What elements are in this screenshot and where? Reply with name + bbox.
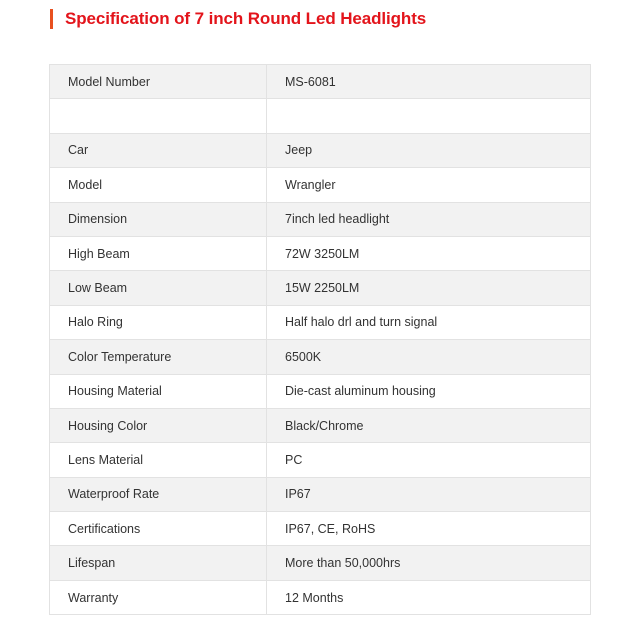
spec-value: Wrangler — [267, 168, 591, 202]
spec-value — [267, 99, 591, 133]
table-row — [50, 408, 591, 442]
table-row — [50, 546, 591, 580]
spec-value: 15W 2250LM — [267, 271, 591, 305]
spec-value: Black/Chrome — [267, 408, 591, 442]
spec-value: Die-cast aluminum housing — [267, 374, 591, 408]
table-row — [50, 99, 591, 133]
spec-value: MS-6081 — [267, 65, 591, 99]
table-row — [50, 580, 591, 614]
spec-value: 7inch led headlight — [267, 202, 591, 236]
table-row — [50, 374, 591, 408]
table-row — [50, 477, 591, 511]
spec-label: Warranty — [50, 580, 267, 614]
spec-label: Lifespan — [50, 546, 267, 580]
table-row — [50, 271, 591, 305]
spec-value: 6500K — [267, 340, 591, 374]
title-accent-bar — [50, 9, 53, 29]
spec-table — [49, 64, 591, 615]
spec-label: Dimension — [50, 202, 267, 236]
table-row — [50, 202, 591, 236]
spec-value: 72W 3250LM — [267, 236, 591, 270]
spec-label: Housing Color — [50, 408, 267, 442]
spec-value: Jeep — [267, 133, 591, 167]
spec-label: Color Temperature — [50, 340, 267, 374]
spec-label: Halo Ring — [50, 305, 267, 339]
spec-label: Model Number — [50, 65, 267, 99]
section-heading — [50, 8, 426, 30]
page-title: Specification of 7 inch Round Led Headlights — [65, 9, 427, 28]
spec-value: IP67 — [267, 477, 591, 511]
spec-label: High Beam — [50, 236, 267, 270]
table-row — [50, 133, 591, 167]
table-row — [50, 340, 591, 374]
spec-label — [50, 99, 267, 133]
spec-value: Half halo drl and turn signal — [267, 305, 591, 339]
spec-label: Waterproof Rate — [50, 477, 267, 511]
spec-label: Model — [50, 168, 267, 202]
spec-label: Housing Material — [50, 374, 267, 408]
table-row — [50, 168, 591, 202]
table-row — [50, 65, 591, 99]
spec-table-body — [50, 65, 591, 615]
table-row — [50, 512, 591, 546]
table-row — [50, 305, 591, 339]
spec-value: More than 50,000hrs — [267, 546, 591, 580]
spec-label: Low Beam — [50, 271, 267, 305]
spec-label: Lens Material — [50, 443, 267, 477]
spec-label: Car — [50, 133, 267, 167]
table-row — [50, 443, 591, 477]
spec-value: 12 Months — [267, 580, 591, 614]
spec-label: Certifications — [50, 512, 267, 546]
spec-value: IP67, CE, RoHS — [267, 512, 591, 546]
spec-value: PC — [267, 443, 591, 477]
table-row — [50, 236, 591, 270]
